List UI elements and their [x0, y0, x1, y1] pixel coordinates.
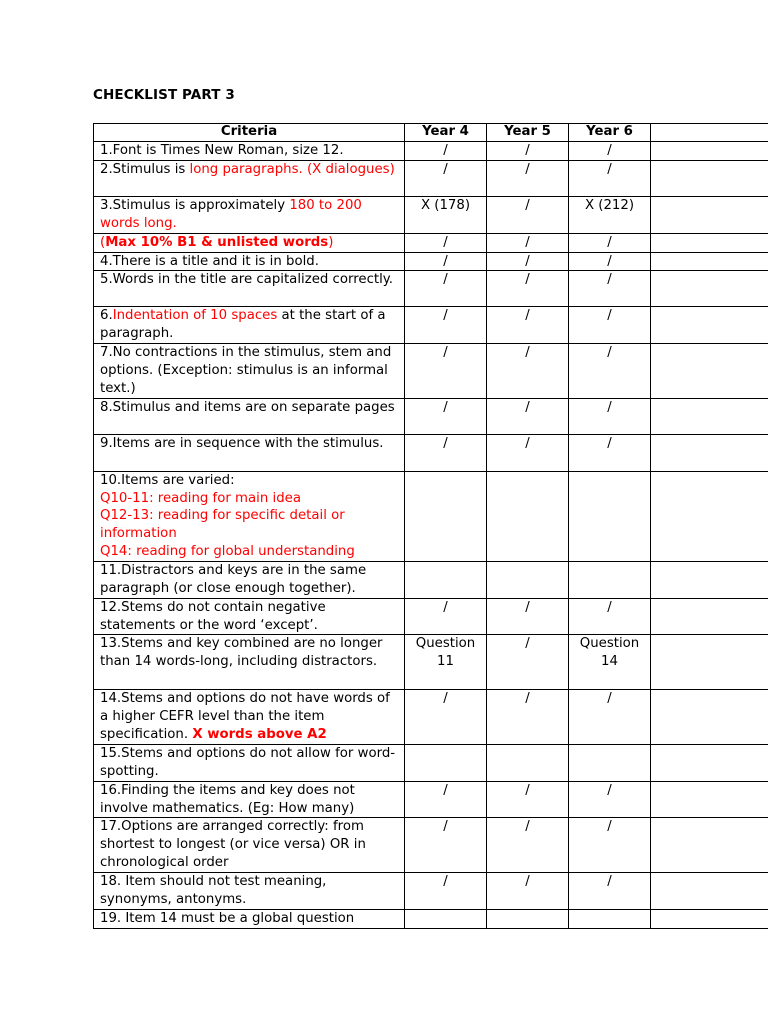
criteria-line — [100, 344, 399, 397]
criteria-highlight-text: 180 to 200 words long. — [100, 197, 362, 231]
year-5-mark: / — [487, 344, 569, 398]
header-criteria: Criteria — [94, 124, 405, 142]
year-4-mark: / — [405, 818, 487, 873]
year-4-mark: / — [405, 252, 487, 271]
criteria-cell — [94, 744, 405, 781]
year-6-mark: / — [569, 398, 651, 434]
year-5-mark: / — [487, 196, 569, 233]
notes-cell — [651, 909, 768, 928]
notes-cell — [651, 635, 768, 690]
year-6-mark: / — [569, 818, 651, 873]
year-5-mark: / — [487, 818, 569, 873]
criteria-line — [100, 307, 399, 343]
year-5-mark: / — [487, 690, 569, 744]
year-4-mark — [405, 471, 487, 561]
criteria-line — [100, 745, 399, 781]
notes-cell — [651, 233, 768, 252]
criteria-line — [100, 399, 399, 417]
year-5-mark: / — [487, 307, 569, 344]
criteria-line — [100, 507, 399, 543]
year-4-mark: / — [405, 398, 487, 434]
criteria-text: 2.Stimulus is — [100, 161, 190, 177]
table-row — [94, 635, 768, 690]
criteria-highlight-text: long paragraphs. (X dialogues) — [189, 161, 395, 177]
criteria-line — [100, 690, 399, 743]
header-blank — [651, 124, 768, 142]
notes-cell — [651, 307, 768, 344]
criteria-line — [100, 782, 399, 818]
table-row — [94, 598, 768, 635]
page-title: CHECKLIST PART 3 — [93, 87, 235, 103]
year-4-mark: / — [405, 434, 487, 471]
table-row — [94, 196, 768, 233]
criteria-line — [100, 635, 399, 671]
year-4-mark: X (178) — [405, 196, 487, 233]
criteria-highlight-text: Q12-13: reading for specific detail or information — [100, 508, 345, 542]
year-6-mark: / — [569, 690, 651, 744]
criteria-text: 5.Words in the title are capitalized correctly. — [100, 272, 393, 288]
table-row — [94, 434, 768, 471]
criteria-text: 10.Items are varied: — [100, 472, 235, 488]
criteria-cell — [94, 598, 405, 635]
criteria-cell — [94, 271, 405, 307]
criteria-line — [100, 271, 399, 289]
year-4-mark: / — [405, 873, 487, 910]
criteria-highlight-text: ) — [328, 234, 334, 250]
year-6-mark: / — [569, 233, 651, 252]
year-4-mark: / — [405, 781, 487, 818]
year-6-mark: X (212) — [569, 196, 651, 233]
criteria-highlight-text: Q14: reading for global understanding — [100, 543, 355, 559]
year-4-mark: / — [405, 160, 487, 196]
criteria-cell — [94, 471, 405, 561]
year-6-mark — [569, 471, 651, 561]
table-row — [94, 909, 768, 928]
criteria-cell — [94, 252, 405, 271]
criteria-text: 12.Stems do not contain negative statements or the word ‘except’. — [100, 599, 326, 633]
criteria-line — [100, 197, 399, 233]
criteria-highlight-text: X words above A2 — [192, 726, 327, 742]
header-year-5: Year 5 — [487, 124, 569, 142]
year-6-mark: / — [569, 252, 651, 271]
year-5-mark — [487, 744, 569, 781]
year-6-mark: / — [569, 307, 651, 344]
criteria-cell — [94, 561, 405, 598]
header-row — [94, 124, 768, 142]
criteria-cell — [94, 307, 405, 344]
notes-cell — [651, 598, 768, 635]
notes-cell — [651, 561, 768, 598]
criteria-line — [100, 543, 399, 561]
table-row — [94, 233, 768, 252]
criteria-text: 7.No contractions in the stimulus, stem and options. (Exception: stimulus is an informal text.) — [100, 345, 392, 396]
notes-cell — [651, 271, 768, 307]
criteria-text: 17.Options are arranged correctly: from shortest to longest (or vice versa) OR in chronological order — [100, 819, 366, 870]
criteria-text: 6. — [100, 308, 113, 324]
criteria-cell — [94, 344, 405, 398]
notes-cell — [651, 434, 768, 471]
criteria-cell — [94, 635, 405, 690]
criteria-highlight-text: ( — [100, 234, 106, 250]
criteria-line — [100, 234, 399, 252]
notes-cell — [651, 690, 768, 744]
notes-cell — [651, 781, 768, 818]
criteria-text: 11.Distractors and keys are in the same paragraph (or close enough together). — [100, 562, 367, 596]
criteria-line — [100, 472, 399, 490]
criteria-cell — [94, 398, 405, 434]
criteria-text: 8.Stimulus and items are on separate pages — [100, 399, 395, 415]
criteria-text: 19. Item 14 must be a global question — [100, 910, 355, 926]
year-5-mark: / — [487, 781, 569, 818]
criteria-text: 16.Finding the items and key does not involve mathematics. (Eg: How many) — [100, 782, 355, 816]
criteria-text: at the start of a paragraph. — [100, 308, 386, 342]
year-5-mark: / — [487, 434, 569, 471]
notes-cell — [651, 160, 768, 196]
year-6-mark — [569, 561, 651, 598]
year-4-mark: / — [405, 271, 487, 307]
criteria-line — [100, 818, 399, 871]
criteria-cell — [94, 233, 405, 252]
table-row — [94, 252, 768, 271]
year-6-mark — [569, 744, 651, 781]
table-row — [94, 690, 768, 744]
criteria-line — [100, 562, 399, 598]
year-5-mark: / — [487, 233, 569, 252]
year-4-mark: / — [405, 690, 487, 744]
criteria-highlight-text: Max 10% B1 & unlisted words — [105, 234, 329, 250]
notes-cell — [651, 344, 768, 398]
criteria-line — [100, 142, 399, 160]
year-5-mark: / — [487, 252, 569, 271]
table-row — [94, 781, 768, 818]
year-4-mark: / — [405, 233, 487, 252]
year-4-mark: / — [405, 307, 487, 344]
year-4-mark — [405, 909, 487, 928]
criteria-line — [100, 873, 399, 909]
year-6-mark — [569, 909, 651, 928]
criteria-cell — [94, 690, 405, 744]
year-5-mark: / — [487, 635, 569, 690]
year-4-mark — [405, 744, 487, 781]
year-6-mark: Question 14 — [569, 635, 651, 690]
year-5-mark — [487, 561, 569, 598]
year-6-mark: / — [569, 160, 651, 196]
notes-cell — [651, 252, 768, 271]
checklist-body — [94, 142, 768, 929]
criteria-cell — [94, 160, 405, 196]
table-row — [94, 744, 768, 781]
criteria-highlight-text: Q10-11: reading for main idea — [100, 490, 301, 506]
year-6-mark: / — [569, 344, 651, 398]
year-5-mark: / — [487, 398, 569, 434]
year-4-mark: / — [405, 598, 487, 635]
table-row — [94, 307, 768, 344]
criteria-cell — [94, 873, 405, 910]
criteria-line — [100, 161, 399, 179]
year-6-mark: / — [569, 142, 651, 161]
year-4-mark — [405, 561, 487, 598]
notes-cell — [651, 471, 768, 561]
header-year-4: Year 4 — [405, 124, 487, 142]
criteria-cell — [94, 196, 405, 233]
criteria-line — [100, 253, 399, 271]
notes-cell — [651, 196, 768, 233]
table-row — [94, 398, 768, 434]
year-5-mark — [487, 909, 569, 928]
year-6-mark: / — [569, 781, 651, 818]
table-row — [94, 818, 768, 873]
criteria-text: 18. Item should not test meaning, synonyms, antonyms. — [100, 874, 327, 908]
year-4-mark: / — [405, 344, 487, 398]
year-6-mark: / — [569, 434, 651, 471]
year-5-mark — [487, 471, 569, 561]
year-5-mark: / — [487, 142, 569, 161]
notes-cell — [651, 873, 768, 910]
year-6-mark: / — [569, 271, 651, 307]
notes-cell — [651, 142, 768, 161]
notes-cell — [651, 398, 768, 434]
criteria-line — [100, 490, 399, 508]
year-4-mark: / — [405, 142, 487, 161]
criteria-text: 14.Stems and options do not have words of a higher CEFR level than the item specification. — [100, 691, 390, 742]
year-5-mark: / — [487, 271, 569, 307]
criteria-text: 4.There is a title and it is in bold. — [100, 253, 319, 269]
notes-cell — [651, 744, 768, 781]
criteria-text: 15.Stems and options do not allow for word-spotting. — [100, 745, 396, 779]
table-row — [94, 471, 768, 561]
table-row — [94, 142, 768, 161]
header-year-6: Year 6 — [569, 124, 651, 142]
year-5-mark: / — [487, 160, 569, 196]
table-row — [94, 160, 768, 196]
year-5-mark: / — [487, 873, 569, 910]
criteria-text: 1.Font is Times New Roman, size 12. — [100, 143, 344, 158]
year-6-mark: / — [569, 598, 651, 635]
year-6-mark: / — [569, 873, 651, 910]
criteria-cell — [94, 818, 405, 873]
notes-cell — [651, 818, 768, 873]
criteria-line — [100, 435, 399, 453]
criteria-line — [100, 910, 399, 928]
table-row — [94, 873, 768, 910]
criteria-highlight-text: Indentation of 10 spaces — [112, 308, 278, 324]
criteria-line — [100, 599, 399, 635]
criteria-cell — [94, 909, 405, 928]
table-row — [94, 344, 768, 398]
criteria-cell — [94, 781, 405, 818]
table-row — [94, 271, 768, 307]
criteria-text: 9.Items are in sequence with the stimulus. — [100, 435, 384, 451]
year-4-mark: Question 11 — [405, 635, 487, 690]
year-5-mark: / — [487, 598, 569, 635]
criteria-cell — [94, 434, 405, 471]
criteria-text: 13.Stems and key combined are no longer than 14 words-long, including distractors. — [100, 636, 383, 670]
table-row — [94, 561, 768, 598]
criteria-text: 3.Stimulus is approximately — [100, 197, 290, 213]
checklist-table — [93, 123, 768, 929]
criteria-cell — [94, 142, 405, 161]
